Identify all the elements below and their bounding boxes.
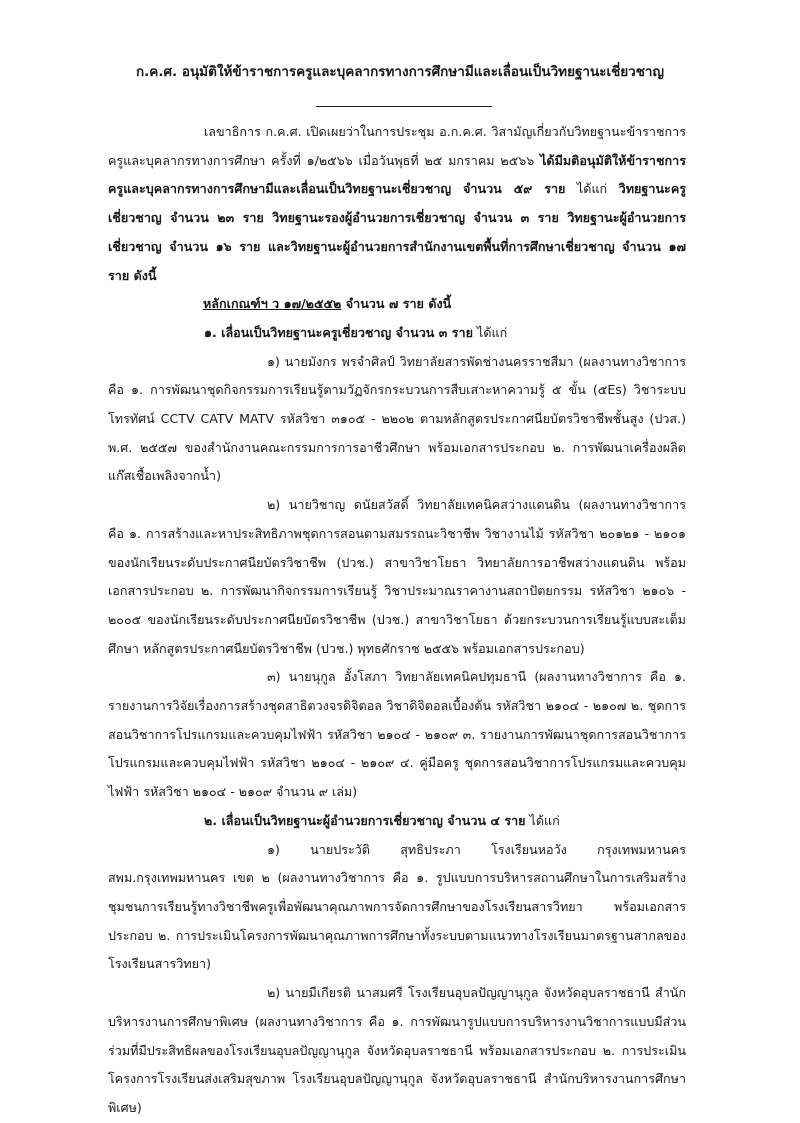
intro-text-1: เลขาธิการ ก.ค.ศ. เปิดเผยว่าในการประชุม อ.ก.ค.ศ. วิสามัญเกี่ยวกับวิทยฐานะข้าราชการครูและบุคลากรทางการศึกษา ครั้งที่ ๑/๒๕๖๖ เมื่อวันพุธที่ ๒๕ มกราคม ๒๕๖๖: [108, 124, 686, 168]
list-item: ๑) นายมังกร พรจำศิลป์ วิทยาลัยสารพัดช่างนครราชสีมา (ผลงานทางวิชาการ คือ ๑. การพัฒนาชุดกิจกรรมการเรียนรู้ตามวัฏจักรกระบวนการสืบเสาะหาความรู้ ๕ ขั้น (๕Es) วิชาระบบโทรทัศน์ CCTV CATV MATV รหัสวิชา ๓๑๐๕ - ๒๒๐๒ ตามหลักสูตรประกาศนียบัตรวิชาชีพชั้นสูง (ปวส.) พ.ศ. ๒๕๕๗ ของสำนักงานคณะกรรมการการอาชีวศึกษา พร้อมเอกสารประกอบ ๒. การพัฒนาเครื่องผลิตแก๊สเชื้อเพลิงจากน้ำ): [108, 353, 686, 484]
criteria-label: หลักเกณฑ์ฯ ว ๑๗/๒๕๕๒: [203, 296, 342, 312]
section1-heading: [108, 319, 686, 348]
list-item: ๒) นายมีเกียรติ นาสมศรี โรงเรียนอุบลปัญญานุกูล จังหวัดอุบลราชธานี สำนักบริหารงานการศึกษาพิเศษ (ผลงานทางวิชาการ คือ ๑. การพัฒนารูปแบบการบริหารงานวิชาการแบบมีส่วนร่วมที่มีประสิทธิผลของโรงเรียนอุบลปัญญานุกูล จังหวัดอุบลราชธานี พร้อมเอกสารประกอบ ๒. การประเมินโครงการโรงเรียนส่งเสริมสุขภาพ โรงเรียนอุบลปัญญานุกูล จังหวัดอุบลราชธานี สำนักบริหารงานการศึกษาพิเศษ): [108, 985, 686, 1115]
list-item: ๒) นายวิชาญ ดนัยสวัสดิ์ วิทยาลัยเทคนิคสว่างแดนดิน (ผลงานทางวิชาการ คือ ๑. การสร้างและหาประสิทธิภาพชุดการสอนตามสมรรถนะวิชาชีพ วิชางานไม้ รหัสวิชา ๒๐๑๒๑ - ๒๑๐๑ ของนักเรียนระดับประกาศนียบัตรวิชาชีพ (ปวช.) สาขาวิชาโยธา วิทยาลัยการอาชีพสว่างแดนดิน พร้อมเอกสารประกอบ ๒. การพัฒนากิจกรรมการเรียนรู้ วิชาประมาณราคางานสถาปัตยกรรม รหัสวิชา ๒๑๐๖ - ๒๐๐๕ ของนักเรียนระดับประกาศนียบัตรวิชาชีพ (ปวช.) สาขาวิชาโยธา ด้วยกระบวนการเรียนรู้แบบสะเต็มศึกษา หลักสูตรประกาศนียบัตรวิชาชีพ (ปวช.) พุทธศักราช ๒๕๕๖ พร้อมเอกสารประกอบ): [108, 497, 686, 656]
section2-heading-text: ๒. เลื่อนเป็นวิทยฐานะผู้อำนวยการเชี่ยวชาญ จำนวน ๔ ราย: [204, 812, 526, 828]
list-item: ๓) นายนุกูล อั้งโสภา วิทยาลัยเทคนิคปทุมธานี (ผลงานทางวิชาการ คือ ๑. รายงานการวิจัยเรื่องการสร้างชุดสาธิตวงจรดิจิตอล วิชาดิจิตอลเบื้องต้น รหัสวิชา ๒๑๐๔ - ๒๑๐๗ ๒. ชุดการสอนวิชาการโปรแกรมและควบคุมไฟฟ้า รหัสวิชา ๒๑๐๔ - ๒๑๐๙ ๓. รายงานการพัฒนาชุดการสอนวิชาการโปรแกรมและควบคุมไฟฟ้า รหัสวิชา ๒๑๐๔ - ๒๑๐๙ ๔. คู่มือครู ชุดการสอนวิชาการโปรแกรมและควบคุมไฟฟ้า รหัสวิชา ๒๑๐๔ - ๒๑๐๙ จำนวน ๙ เล่ม): [108, 669, 686, 800]
intro-bold-2: วิทยฐานะครูเชี่ยวชาญ จำนวน ๒๓ ราย วิทยฐานะรองผู้อำนวยการเชี่ยวชาญ จำนวน ๓ ราย วิทยฐานะผู้อำนวยการเชี่ยวชาญ จำนวน ๑๖ ราย และวิทยฐานะผู้อำนวยการสำนักงานเขตพื้นที่การศึกษาเชี่ยวชาญ จำนวน ๑๗ ราย ดังนี้: [108, 181, 687, 283]
section1-heading-text: ๑. เลื่อนเป็นวิทยฐานะครูเชี่ยวชาญ จำนวน ๓ ราย: [204, 324, 473, 340]
document-body: [108, 118, 686, 1123]
section2-heading: [108, 807, 686, 836]
intro-paragraph: [108, 118, 686, 290]
criteria-heading: [108, 290, 686, 319]
section2-heading-suffix: ได้แก่: [525, 812, 560, 828]
page-title: ก.ค.ศ. อนุมัติให้ข้าราชการครูและบุคลากรทางการศึกษามีและเลื่อนเป็นวิทยฐานะเชี่ยวชาญ: [135, 64, 665, 80]
intro-bold-1: ได้มีมติอนุมัติให้ข้าราชการครูและบุคลากรทางการศึกษามีและเลื่อนเป็นวิทยฐานะเชี่ยวชาญ จำนวน ๕๙ ราย: [108, 152, 686, 197]
section1-heading-suffix: ได้แก่: [472, 324, 508, 340]
intro-text-2: ได้แก่: [565, 181, 619, 197]
criteria-suffix: จำนวน ๗ ราย ดังนี้: [341, 296, 452, 312]
title-divider: [316, 106, 492, 107]
list-item: ๑) นายประวัติ สุทธิประภา โรงเรียนหอวัง กรุงเทพมหานคร สพม.กรุงเทพมหานคร เขต ๒ (ผลงานทางวิชาการ คือ ๑. รูปแบบการบริหารสถานศึกษาในการเสริมสร้างชุมชนการเรียนรู้ทางวิชาชีพครูเพื่อพัฒนาคุณภาพการจัดการศึกษาของโรงเรียนสารวิทยา พร้อมเอกสารประกอบ ๒. การประเมินโครงการพัฒนาคุณภาพการศึกษาทั้งระบบตามแนวทางโรงเรียนมาตรฐานสากลของโรงเรียนสารวิทยา): [108, 841, 686, 972]
